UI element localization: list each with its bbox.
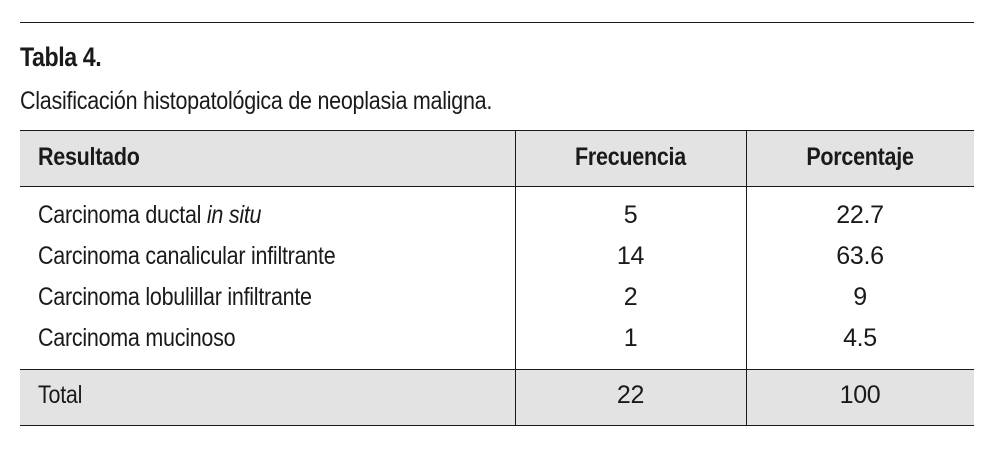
table-row-resultado: Carcinoma canalicular infiltrante <box>38 242 336 270</box>
table-cell-porcentaje: 9 <box>853 283 867 311</box>
table-row-resultado: Carcinoma lobulillar infiltrante <box>38 283 312 311</box>
table-cell-frecuencia: 2 <box>623 283 638 311</box>
table-caption: Clasificación histopatológica de neoplasia maligna. <box>20 87 493 115</box>
total-frecuencia: 22 <box>616 381 645 409</box>
table-row-resultado <box>38 201 261 230</box>
resultado-italic-text: in situ <box>206 201 262 229</box>
total-porcentaje: 100 <box>839 381 881 409</box>
header-frecuencia: Frecuencia <box>575 143 686 171</box>
table-cell-frecuencia: 5 <box>623 201 638 229</box>
table-row-resultado: Carcinoma mucinoso <box>38 324 236 352</box>
table-cell-porcentaje: 63.6 <box>836 242 884 270</box>
table-cell-porcentaje: 22.7 <box>836 201 884 229</box>
table-cell-porcentaje: 4.5 <box>843 324 877 352</box>
data-table <box>20 130 974 426</box>
table-title: Tabla 4. <box>20 42 102 72</box>
top-rule <box>20 22 974 23</box>
total-label: Total <box>38 381 83 409</box>
header-porcentaje: Porcentaje <box>806 143 914 171</box>
table-cell-frecuencia: 14 <box>616 242 645 270</box>
table-cell-frecuencia: 1 <box>623 324 638 352</box>
header-resultado: Resultado <box>38 143 140 171</box>
resultado-text: Carcinoma ductal <box>38 201 207 229</box>
